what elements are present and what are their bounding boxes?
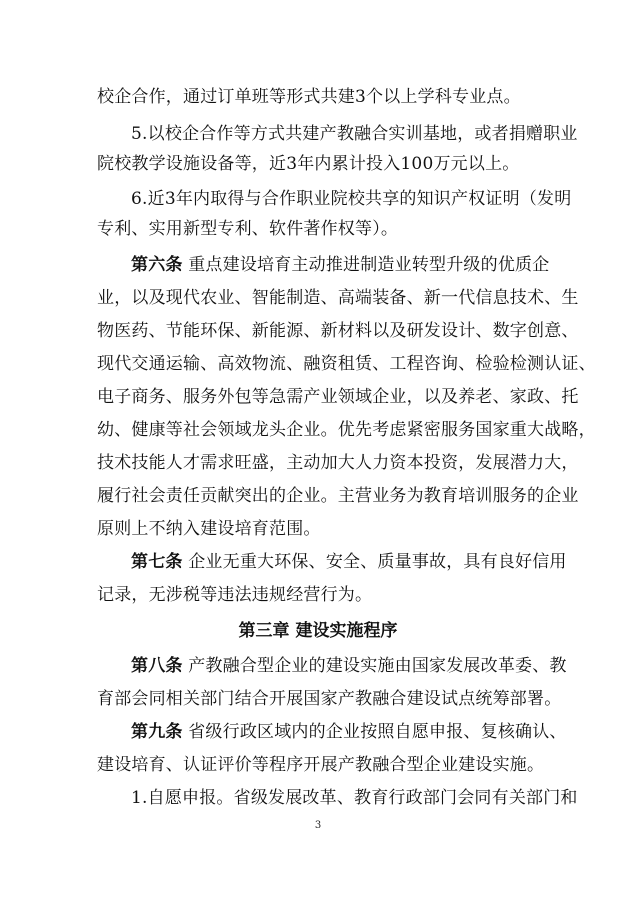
- article-6-line-8: 履行社会责任贡献突出的企业。主营业务为教育培训服务的企业: [97, 486, 579, 506]
- item-5-line-2: 院校教学设施设备等，近3年内累计投入100万元以上。: [97, 154, 520, 174]
- item-6-line-1: 6.近3年内取得与合作职业院校共享的知识产权证明（发明: [131, 189, 572, 209]
- article-6-line-1-text: 重点建设培育主动推进制造业转型升级的优质企: [188, 255, 550, 275]
- article-8-line-1-text: 产教融合型企业的建设实施由国家发展改革委、教: [188, 656, 567, 676]
- article-9-line-1-text: 省级行政区域内的企业按照自愿申报、复核确认、: [188, 722, 567, 742]
- article-7-line-1-text: 企业无重大环保、安全、质量事故，具有良好信用: [188, 552, 567, 572]
- article-7-label: 第七条: [131, 552, 183, 572]
- article-7-line-1: [131, 551, 567, 573]
- article-6-line-4: 现代交通运输、高效物流、融资租赁、工程咨询、检验检测认证、: [97, 354, 596, 374]
- article-6-line-5: 电子商务、服务外包等急需产业领域企业，以及养老、家政、托: [97, 387, 579, 407]
- article-6-line-6: 幼、健康等社会领域龙头企业。优先考虑紧密服务国家重大战略，: [97, 420, 596, 440]
- item-5-line-1: 5.以校企合作等方式共建产教融合实训基地，或者捐赠职业: [131, 124, 578, 144]
- article-6-line-1: [131, 254, 550, 276]
- paragraph-continuation: 校企合作，通过订单班等形式共建3个以上学科专业点。: [97, 87, 521, 107]
- item-6-line-2: 专利、实用新型专利、软件著作权等）。: [97, 219, 399, 239]
- article-6-label: 第六条: [131, 255, 183, 275]
- article-9-line-2: 建设培育、认证评价等程序开展产教融合型企业建设实施。: [97, 755, 545, 775]
- article-8-line-2: 育部会同相关部门结合开展国家产教融合建设试点统筹部署。: [97, 689, 562, 709]
- article-6-line-2: 业，以及现代农业、智能制造、高端装备、新一代信息技术、生: [97, 288, 579, 308]
- article-6-line-3: 物医药、节能环保、新能源、新材料以及研发设计、数字创意、: [97, 321, 579, 341]
- page-number: 3: [314, 820, 322, 831]
- article-8-label: 第八条: [131, 656, 183, 676]
- article-6-line-9: 原则上不纳入建设培育范围。: [97, 519, 321, 539]
- article-6-line-7: 技术技能人才需求旺盛，主动加大人力资本投资，发展潜力大，: [97, 453, 579, 473]
- article-9-line-1: [131, 721, 567, 743]
- article-7-line-2: 记录，无涉税等违法违规经营行为。: [97, 585, 373, 605]
- item-1-line-1: 1.自愿申报。省级发展改革、教育行政部门会同有关部门和: [131, 788, 578, 808]
- chapter-3-title: 第三章 建设实施程序: [238, 621, 398, 641]
- article-9-label: 第九条: [131, 722, 183, 742]
- article-8-line-1: [131, 655, 567, 677]
